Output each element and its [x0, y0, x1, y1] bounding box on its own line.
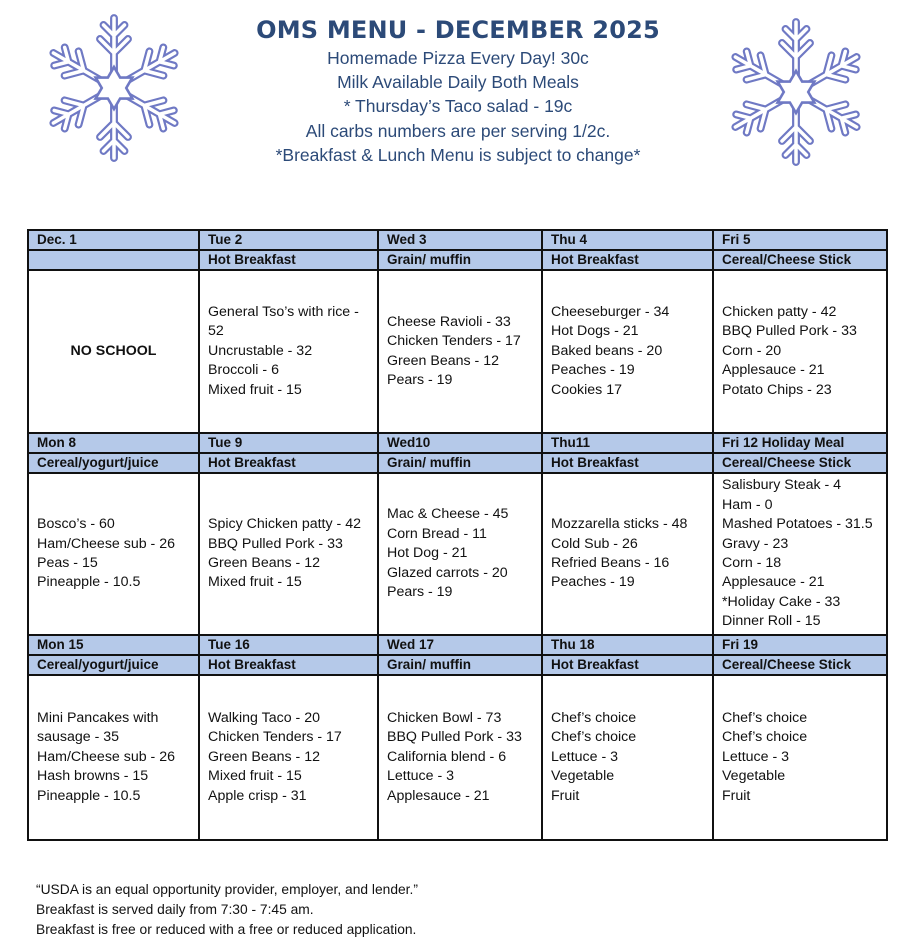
- day-label: Mon 15: [28, 635, 199, 655]
- menu-header: [200, 14, 716, 167]
- snowflake-svg-left: [44, 8, 184, 168]
- week-day-row: [28, 635, 887, 655]
- lunch-item: Chef’s choice: [551, 729, 637, 746]
- lunch-item: General Tso’s with rice - 52: [208, 303, 359, 340]
- breakfast-label: Hot Breakfast: [199, 453, 378, 473]
- lunch-item: Mixed fruit - 15: [208, 768, 302, 785]
- lunch-item: Mini Pancakes with sausage - 35: [37, 709, 159, 746]
- lunch-item: Fruit: [722, 787, 751, 804]
- breakfast-label: Grain/ muffin: [378, 655, 542, 675]
- footer-breakfast-time: Breakfast is served daily from 7:30 - 7:45 am.: [36, 902, 314, 917]
- lunch-item: Chef’s choice: [722, 729, 808, 746]
- day-label: Tue 2: [199, 230, 378, 250]
- lunch-item: Mac & Cheese - 45: [387, 506, 509, 523]
- lunch-item: Lettuce - 3: [551, 748, 619, 765]
- day-label: Wed 3: [378, 230, 542, 250]
- lunch-item: Uncrustable - 32: [208, 342, 313, 359]
- lunch-cell: [199, 675, 378, 840]
- breakfast-label: Hot Breakfast: [542, 453, 713, 473]
- day-label: Wed 17: [378, 635, 542, 655]
- lunch-cell: [28, 675, 199, 840]
- lunch-item: Potato Chips - 23: [722, 381, 832, 398]
- breakfast-label: Hot Breakfast: [542, 250, 713, 270]
- lunch-item: Green Beans - 12: [387, 352, 499, 369]
- lunch-cell: [713, 270, 887, 433]
- snowflake-right-icon: [726, 12, 866, 172]
- lunch-item: NO SCHOOL: [70, 342, 157, 359]
- lunch-item: Applesauce - 21: [387, 787, 490, 804]
- lunch-item: Dinner Roll - 15: [722, 613, 821, 630]
- lunch-item: Salisbury Steak - 4: [722, 477, 842, 494]
- lunch-item: Green Beans - 12: [208, 555, 320, 571]
- menu-footer: [36, 880, 418, 940]
- lunch-item: Vegetable: [551, 768, 615, 785]
- lunch-item: Ham/Cheese sub - 26: [37, 748, 176, 765]
- header-note-milk: Milk Available Daily Both Meals: [337, 72, 579, 93]
- lunch-cell: [199, 270, 378, 433]
- lunch-item: Chicken Tenders - 17: [208, 729, 342, 746]
- lunch-item: Pears - 19: [387, 584, 453, 601]
- header-note-carbs: All carbs numbers are per serving 1/2c.: [305, 120, 611, 141]
- lunch-item: Fruit: [551, 787, 580, 804]
- lunch-item: Peas - 15: [37, 555, 98, 571]
- day-label: Tue 16: [199, 635, 378, 655]
- lunch-cell: [378, 675, 542, 840]
- lunch-item: Corn - 20: [722, 342, 782, 359]
- day-label: Fri 5: [713, 230, 887, 250]
- lunch-item: Hot Dog - 21: [387, 545, 468, 562]
- day-label: Fri 19: [713, 635, 887, 655]
- lunch-item: Mozzarella sticks - 48: [551, 516, 688, 533]
- page-title: OMS MENU - DECEMBER 2025: [256, 16, 660, 44]
- lunch-item: Cookies 17: [551, 381, 622, 398]
- week-day-row: [28, 433, 887, 453]
- snowflake-svg-right: [726, 12, 866, 172]
- breakfast-label: Cereal/Cheese Stick: [713, 453, 887, 473]
- lunch-item: Applesauce - 21: [722, 362, 825, 379]
- day-label: Tue 9: [199, 433, 378, 453]
- lunch-cell: [378, 473, 542, 635]
- header-note-pizza: Homemade Pizza Every Day! 30c: [327, 48, 589, 68]
- lunch-item: BBQ Pulled Pork - 33: [387, 729, 522, 746]
- day-label: Thu11: [542, 433, 713, 453]
- lunch-item: Ham/Cheese sub - 26: [37, 535, 176, 552]
- lunch-item: Hot Dogs - 21: [551, 323, 639, 340]
- lunch-cell: [542, 270, 713, 433]
- week-breakfast-row: [28, 250, 887, 270]
- snowflake-left-icon: [44, 8, 184, 168]
- lunch-item: Vegetable: [722, 768, 786, 785]
- breakfast-label: Grain/ muffin: [378, 453, 542, 473]
- lunch-item: Chef’s choice: [551, 709, 637, 726]
- lunch-item: Spicy Chicken patty - 42: [208, 516, 361, 533]
- breakfast-label: Cereal/Cheese Stick: [713, 250, 887, 270]
- breakfast-label: Cereal/yogurt/juice: [28, 655, 199, 675]
- breakfast-label: [28, 250, 199, 270]
- lunch-item: Cheese Ravioli - 33: [387, 313, 511, 330]
- breakfast-label: Grain/ muffin: [378, 250, 542, 270]
- lunch-cell: [378, 270, 542, 433]
- lunch-item: Glazed carrots - 20: [387, 564, 508, 581]
- lunch-item: Refried Beans - 16: [551, 555, 670, 571]
- breakfast-label: Hot Breakfast: [199, 655, 378, 675]
- lunch-item: Chicken Bowl - 73: [387, 709, 502, 726]
- week-breakfast-row: [28, 453, 887, 473]
- lunch-item: Chef’s choice: [722, 709, 808, 726]
- lunch-cell: [28, 473, 199, 635]
- lunch-item: Chicken patty - 42: [722, 303, 837, 320]
- lunch-item: California blend - 6: [387, 748, 507, 765]
- lunch-item: Chicken Tenders - 17: [387, 333, 521, 350]
- lunch-item: Apple crisp - 31: [208, 787, 307, 804]
- lunch-item: Cold Sub - 26: [551, 535, 638, 552]
- day-label: Thu 18: [542, 635, 713, 655]
- lunch-item: Green Beans - 12: [208, 748, 320, 765]
- header-note-taco: * Thursday’s Taco salad - 19c: [343, 96, 573, 117]
- day-label: Thu 4: [542, 230, 713, 250]
- lunch-item: Pineapple - 10.5: [37, 574, 141, 591]
- day-label: Wed10: [378, 433, 542, 453]
- lunch-item: Hash browns - 15: [37, 768, 149, 785]
- lunch-item: Pineapple - 10.5: [37, 787, 141, 804]
- header-note-change: *Breakfast & Lunch Menu is subject to change*: [275, 144, 641, 165]
- lunch-item: BBQ Pulled Pork - 33: [208, 535, 343, 552]
- menu-calendar-body: [28, 230, 887, 840]
- breakfast-label: Hot Breakfast: [542, 655, 713, 675]
- footer-breakfast-eligibility: Breakfast is free or reduced with a free or reduced application.: [36, 922, 417, 937]
- lunch-cell: [28, 270, 199, 433]
- lunch-item: Walking Taco - 20: [208, 709, 320, 726]
- lunch-item: Broccoli - 6: [208, 362, 279, 379]
- lunch-item: Gravy - 23: [722, 535, 789, 552]
- lunch-cell: [713, 473, 887, 635]
- breakfast-label: Hot Breakfast: [199, 250, 378, 270]
- footer-usda-statement: “USDA is an equal opportunity provider, employer, and lender.”: [36, 882, 418, 897]
- day-label: Mon 8: [28, 433, 199, 453]
- lunch-cell: [199, 473, 378, 635]
- lunch-item: Mixed fruit - 15: [208, 381, 302, 398]
- lunch-item: Ham - 0: [722, 496, 773, 513]
- week-breakfast-row: [28, 655, 887, 675]
- breakfast-label: Cereal/yogurt/juice: [28, 453, 199, 473]
- lunch-cell: [713, 675, 887, 840]
- lunch-item: Corn Bread - 11: [387, 525, 487, 542]
- lunch-item: Pears - 19: [387, 371, 453, 388]
- lunch-cell: [542, 473, 713, 635]
- lunch-item: Mixed fruit - 15: [208, 574, 302, 591]
- week-day-row: [28, 230, 887, 250]
- lunch-item: Lettuce - 3: [387, 768, 455, 785]
- lunch-cell: [542, 675, 713, 840]
- lunch-item: Lettuce - 3: [722, 748, 790, 765]
- lunch-item: Cheeseburger - 34: [551, 303, 670, 320]
- day-label: Fri 12 Holiday Meal: [713, 433, 887, 453]
- lunch-item: Peaches - 19: [551, 362, 635, 379]
- day-label: Dec. 1: [28, 230, 199, 250]
- week-lunch-row: [28, 270, 887, 433]
- lunch-item: Mashed Potatoes - 31.5: [722, 516, 873, 533]
- lunch-item: Baked beans - 20: [551, 342, 663, 359]
- lunch-item: Peaches - 19: [551, 574, 635, 591]
- lunch-item: *Holiday Cake - 33: [722, 593, 841, 610]
- lunch-item: Corn - 18: [722, 555, 782, 571]
- week-lunch-row: [28, 675, 887, 840]
- week-lunch-row: [28, 473, 887, 635]
- lunch-item: Applesauce - 21: [722, 574, 825, 591]
- lunch-item: Bosco’s - 60: [37, 516, 115, 533]
- lunch-item: BBQ Pulled Pork - 33: [722, 323, 857, 340]
- breakfast-label: Cereal/Cheese Stick: [713, 655, 887, 675]
- menu-calendar-table: [27, 229, 888, 841]
